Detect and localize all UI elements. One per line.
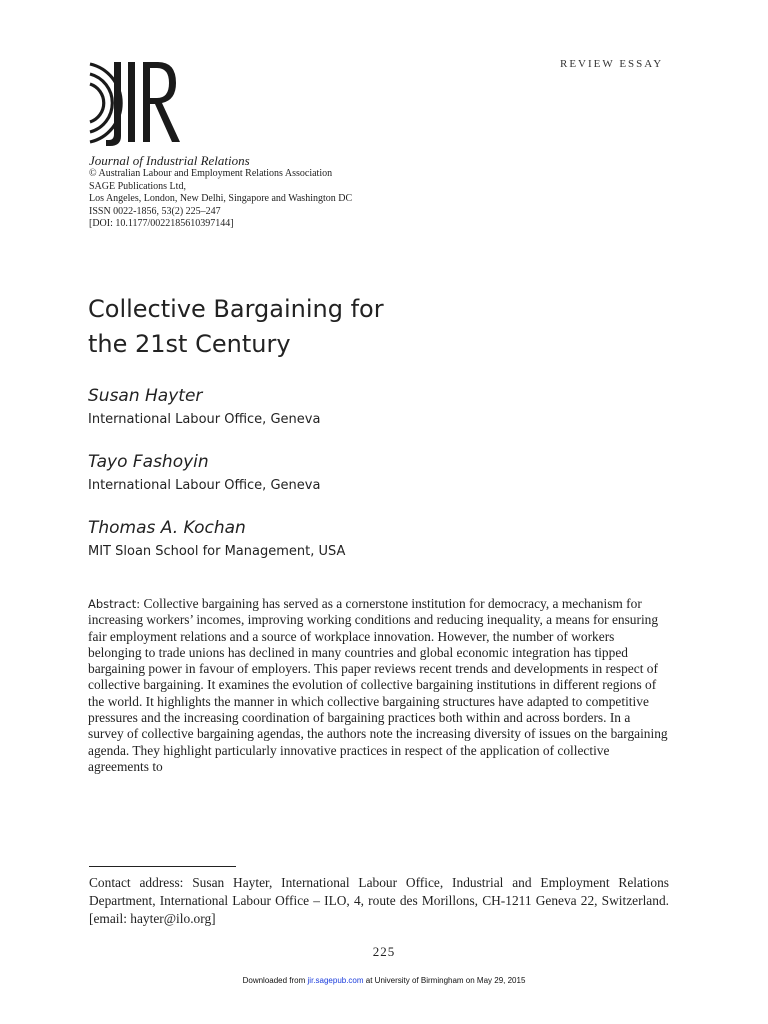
download-link[interactable]: jir.sagepub.com <box>307 976 364 985</box>
author-affiliation: International Labour Office, Geneva <box>88 478 321 493</box>
journal-doi: [DOI: 10.1177/0022185610397144] <box>89 218 234 230</box>
journal-info <box>89 153 352 231</box>
journal-name: Journal of Industrial Relations <box>89 153 250 168</box>
jir-logo-icon <box>88 58 198 148</box>
author-block <box>88 385 648 429</box>
journal-publisher: SAGE Publications Ltd, <box>89 180 186 192</box>
title-line-2: the 21st Century <box>88 330 291 358</box>
author-affiliation: MIT Sloan School for Management, USA <box>88 544 346 559</box>
contact-footnote: Contact address: Susan Hayter, International Labour Office, Industrial and Employment Relations Department, International Labour Office – ILO, 4, route des Morillons, CH-1211 Geneva 22, Switzerland. [email: hayter@ilo.org] <box>89 875 669 926</box>
journal-copyright: © Australian Labour and Employment Relations Association <box>89 168 333 179</box>
author-name: Thomas A. Kochan <box>88 518 246 538</box>
author-block <box>88 451 648 495</box>
abstract <box>88 596 668 775</box>
article-title <box>88 292 508 362</box>
author-name: Tayo Fashoyin <box>88 452 209 472</box>
download-prefix: Downloaded from <box>242 976 308 985</box>
journal-locations: Los Angeles, London, New Delhi, Singapore and Washington DC <box>89 193 353 205</box>
journal-logo <box>88 58 198 153</box>
page-number: 225 <box>372 944 396 959</box>
footnote-divider <box>89 866 236 867</box>
author-name: Susan Hayter <box>88 386 203 406</box>
section-label: REVIEW ESSAY <box>560 58 664 70</box>
journal-issn: ISSN 0022-1856, 53(2) 225–247 <box>89 205 221 217</box>
download-suffix: at University of Birmingham on May 29, 2015 <box>363 976 526 985</box>
abstract-label: Abstract: <box>88 597 141 611</box>
author-affiliation: International Labour Office, Geneva <box>88 412 321 427</box>
author-block <box>88 517 648 561</box>
title-line-1: Collective Bargaining for <box>88 295 384 323</box>
abstract-text: Collective bargaining has served as a cornerstone institution for democracy, a mechanism for increasing workers’ incomes, improving working conditions and reducing inequality, a means for ensuring fair employment relations and a source of workplace innovation. However, the number of workers belonging to trade unions has declined in many countries and global economic integration has tipped bargaining power in favour of employers. This paper reviews recent trends and developments in respect of collective bargaining. It examines the evolution of collective bargaining institutions in different regions of the world. It highlights the manner in which collective bargaining structures have adapted to competitive pressures and the increasing coordination of bargaining practices both within and across borders. In a survey of collective bargaining agendas, the authors note the increasing diversity of issues on the bargaining agenda. They highlight particularly innovative practices in respect of the application of collective agreements to <box>88 596 668 774</box>
download-notice <box>0 976 768 985</box>
